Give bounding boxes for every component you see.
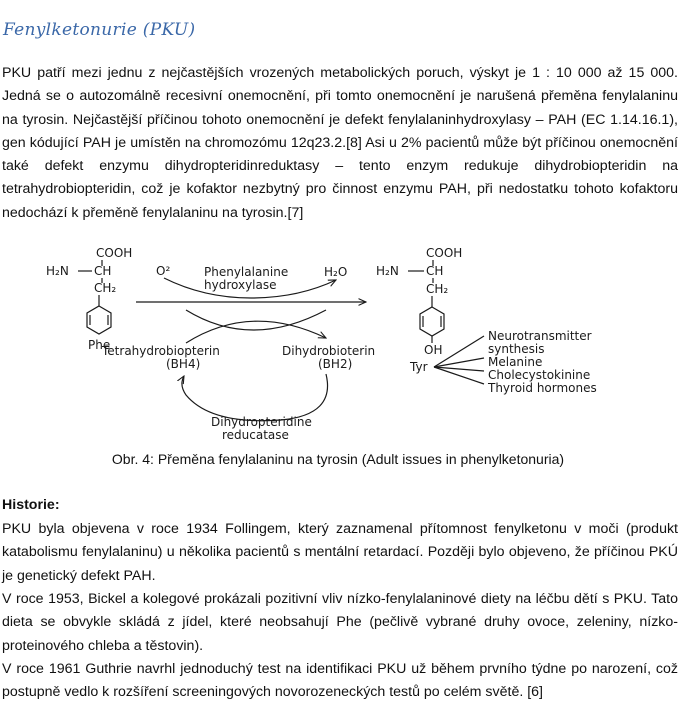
enzyme-name-line1: Phenylalanine [204, 265, 289, 279]
phe-benzene-ring [87, 306, 111, 334]
tyr-benzene-ring [420, 307, 444, 336]
tyr-label: Tyr [410, 360, 428, 374]
crossing-arc [186, 310, 326, 330]
tyr-ch2-label: CH₂ [426, 282, 449, 296]
figure-caption: Obr. 4: Přeměna fenylalaninu na tyrosin (Adult issues in phenylketonuria) [111, 451, 565, 467]
product-melanine: Melanine [488, 355, 543, 369]
phe-ch-label: CH [94, 264, 112, 278]
history-paragraph-2: V roce 1953, Bickel a kolegové prokázali pozitivní vliv nízko-fenylalaninové diety na léčbu dětí s PKU. Tato dieta se obvykle skládá z jídel, které neobsahují Phe (pečlivě vybrané druhy ovoce, zeleniny, nízko-proteinového chleba a těstovin). [2, 591, 678, 654]
history-paragraph-1: PKU byla objevena v roce 1934 Follingem, který zaznamenal přítomnost fenylketonu v moči (produkt katabolismu fenylalaninu) u několika pacientů s mentální retardací. Později bylo objeveno, že příčinou PKÚ je genetický defekt PAH. [2, 521, 678, 584]
regeneration-loop-arrow [182, 374, 328, 421]
section-title: Fenylketonurie (PKU) [3, 20, 196, 40]
bh4-to-bh2-arrow [186, 321, 326, 343]
phe-label: Phe [88, 338, 111, 352]
cofactor-bh2-abbr: (BH2) [318, 357, 353, 371]
water-label: H₂O [324, 265, 348, 279]
phe-cooh-label: COOH [96, 246, 133, 260]
reductase-line1: Dihydropteridine [211, 415, 312, 429]
enzyme-name-line2: hydroxylase [204, 278, 277, 292]
intro-paragraph: PKU patří mezi jednu z nejčastějších vrozených metabolických poruch, výskyt je 1 : 10 000 až 15 000. Jedná se o autozomálně recesivní onemocnění, při tomto onemocnění je narušená přeměna fenylalaninu na tyrosin. Nejčastější příčinou tohoto onemocnění je defekt fenylalaninhydroxylasy – PAH (EC 1.14.16.1), gen kódující PAH je umístěn na chromozómu 12q23.2.[8] Asi u 2% pacientů může být příčinou onemocnění také defekt enzymu dihydropteridinreduktasy – tento enzym redukuje dihydrobiopteridin na tetrahydrobiopteridin, což je kofaktor nezbytný pro činnost enzymu PAH, při nedostatku tohoto kofaktoru nedochází k přeměně fenylalaninu na tyrosin.[7] [2, 65, 678, 221]
product-neurotransmitter-line2: synthesis [488, 342, 545, 356]
product-cholecystokinine: Cholecystokinine [488, 368, 591, 382]
tyr-cooh-label: COOH [426, 246, 463, 260]
phenylalanine-tyrosin-diagram [36, 240, 636, 448]
tyr-hydroxyl-label: OH [424, 343, 443, 357]
phe-amine-label: H₂N [46, 264, 69, 278]
phe-ch2-label: CH₂ [94, 281, 117, 295]
cofactor-bh4-name: Tetrahydrobiopterin [102, 344, 220, 358]
tyr-amine-label: H₂N [376, 264, 399, 278]
history-paragraph-3: V roce 1961 Guthrie navrhl jednoduchý test na identifikaci PKU už během prvního týdne po narození, což postupně vedlo k rozšíření screeningových novorozeneckých testů po celém světě. [6] [2, 661, 678, 701]
cofactor-bh4-abbr: (BH4) [166, 357, 201, 371]
product-thyroid-hormones: Thyroid hormones [488, 381, 597, 395]
cofactor-bh2-name: Dihydrobioterin [282, 344, 376, 358]
oxygen-label: O² [156, 264, 171, 278]
reductase-line2: reducatase [222, 428, 289, 442]
tyr-ch-label: CH [426, 264, 444, 278]
history-heading: Historie: [2, 497, 60, 513]
product-neurotransmitter-line1: Neurotransmitter [488, 329, 592, 343]
